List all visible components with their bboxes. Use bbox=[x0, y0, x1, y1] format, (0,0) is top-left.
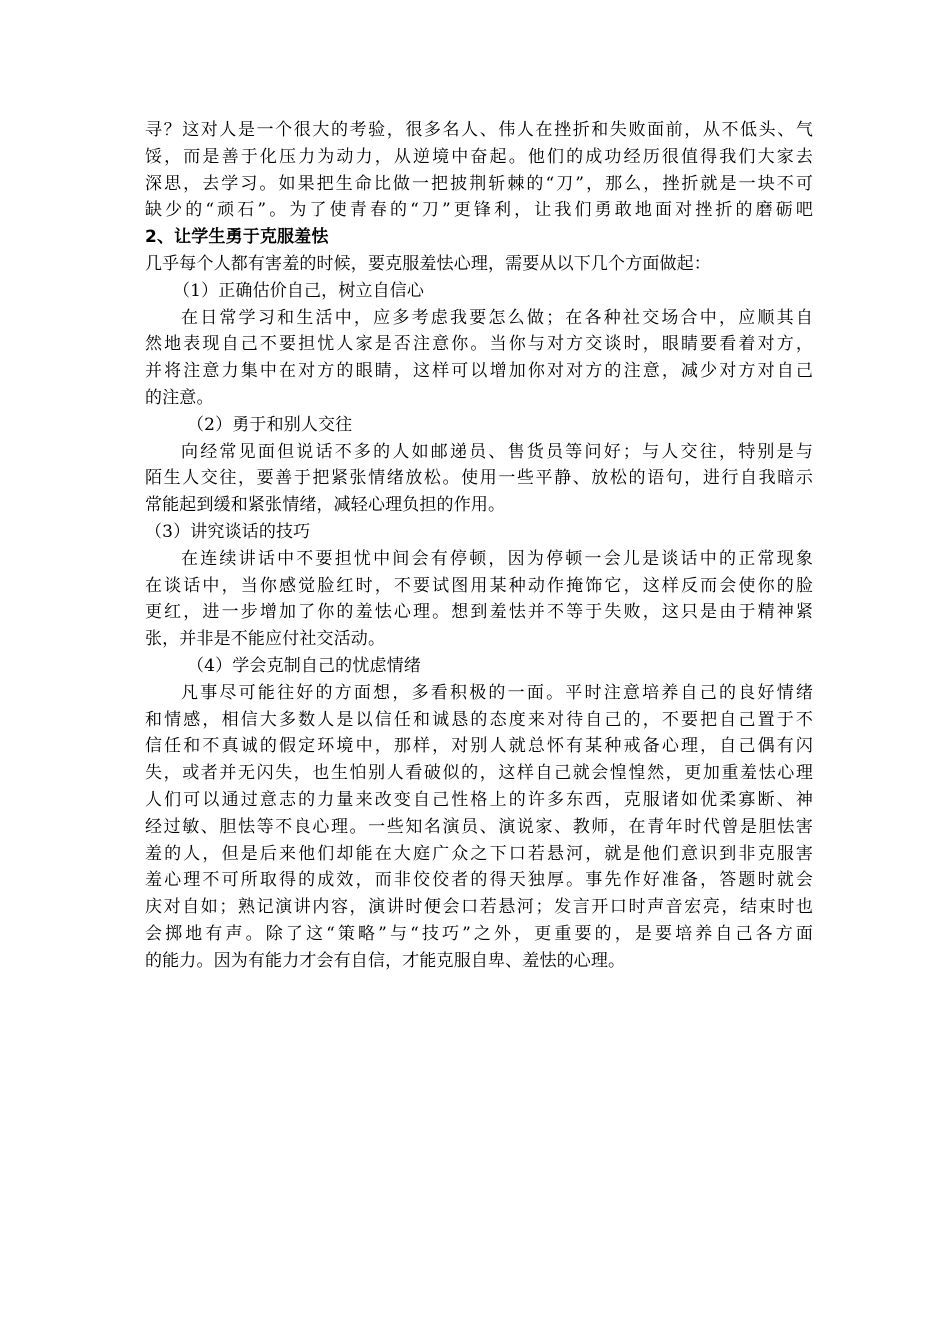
body-line: 失，或者并无闪失，也生怕别人看破似的，这样自己就会惶惶然，更加重羞怯心理 bbox=[145, 763, 813, 784]
body-line: 凡事尽可能往好的方面想，多看积极的一面。平时注意培养自己的良好情绪 bbox=[181, 682, 813, 703]
body-line: 张，并非是不能应付社交活动。 bbox=[145, 629, 386, 650]
subsection-heading-2: （2）勇于和别人交往 bbox=[187, 414, 353, 435]
body-line: 羞心理不可所取得的成效，而非佼佼者的得天独厚。事先作好准备，答题时就会 bbox=[145, 870, 813, 891]
subsection-heading-3: （3）讲究谈话的技巧 bbox=[145, 521, 311, 542]
section-heading: 2、让学生勇于克服羞怯 bbox=[145, 227, 329, 248]
subsection-heading-1: （1）正确估价自己，树立自信心 bbox=[173, 280, 425, 301]
body-line: 和情感，相信大多数人是以信任和诚恳的态度来对待自己的，不要把自己置于不 bbox=[145, 709, 813, 730]
body-line: 深思，去学习。如果把生命比做一把披荆斩棘的“刀”，那么，挫折就是一块不可 bbox=[145, 173, 813, 194]
body-line: 在谈话中，当你感觉脸红时，不要试图用某种动作掩饰它，这样反而会使你的脸 bbox=[145, 575, 813, 596]
body-line: 更红，进一步增加了你的羞怯心理。想到羞怯并不等于失败，这只是由于精神紧 bbox=[145, 602, 813, 623]
body-line: 并将注意力集中在对方的眼睛，这样可以增加你对对方的注意，减少对方对自己 bbox=[145, 361, 813, 382]
body-line: 人们可以通过意志的力量来改变自己性格上的许多东西，克服诸如优柔寡断、神 bbox=[145, 789, 813, 810]
subsection-heading-4: （4）学会克制自己的忧虑情绪 bbox=[187, 655, 421, 676]
document-page bbox=[145, 117, 813, 975]
body-line: 在连续讲话中不要担忧中间会有停顿，因为停顿一会儿是谈话中的正常现象 bbox=[181, 548, 813, 569]
body-line: 会掷地有声。除了这“策略”与“技巧”之外，更重要的，是要培养自己各方面 bbox=[145, 923, 813, 944]
body-line: 经过敏、胆怯等不良心理。一些知名演员、演说家、教师，在青年时代曾是胆怯害 bbox=[145, 816, 813, 837]
body-line: 羞的人，但是后来他们却能在大庭广众之下口若悬河，就是他们意识到非克服害 bbox=[145, 843, 813, 864]
body-line: 寻？这对人是一个很大的考验，很多名人、伟人在挫折和失败面前，从不低头、气 bbox=[145, 120, 813, 140]
body-line: 常能起到缓和紧张情绪，减轻心理负担的作用。 bbox=[145, 495, 506, 516]
body-line: 信任和不真诚的假定环境中，那样，对别人就总怀有某种戒备心理，自己偶有闪 bbox=[145, 736, 813, 757]
body-line: 的能力。因为有能力才会有自信，才能克服自卑、羞怯的心理。 bbox=[145, 950, 626, 971]
body-line: 向经常见面但说话不多的人如邮递员、售货员等问好；与人交往，特别是与 bbox=[181, 441, 813, 462]
section-intro: 几乎每个人都有害羞的时候，要克服羞怯心理，需要从以下几个方面做起： bbox=[145, 253, 711, 274]
body-line: 的注意。 bbox=[145, 387, 214, 408]
body-line: 缺少的“顽石”。为了使青春的“刀”更锋利，让我们勇敢地面对挫折的磨砺吧 bbox=[145, 200, 813, 221]
body-line: 庆对自如；熟记演讲内容，演讲时便会口若悬河；发言开口时声音宏亮，结束时也 bbox=[145, 897, 813, 918]
body-line: 馁，而是善于化压力为动力，从逆境中奋起。他们的成功经历很值得我们大家去 bbox=[145, 146, 813, 167]
body-line: 在日常学习和生活中，应多考虑我要怎么做；在各种社交场合中，应顺其自 bbox=[181, 307, 813, 328]
body-line: 然地表现自己不要担忧人家是否注意你。当你与对方交谈时，眼睛要看着对方， bbox=[145, 334, 813, 355]
body-line: 陌生人交往，要善于把紧张情绪放松。使用一些平静、放松的语句，进行自我暗示 bbox=[145, 468, 813, 489]
